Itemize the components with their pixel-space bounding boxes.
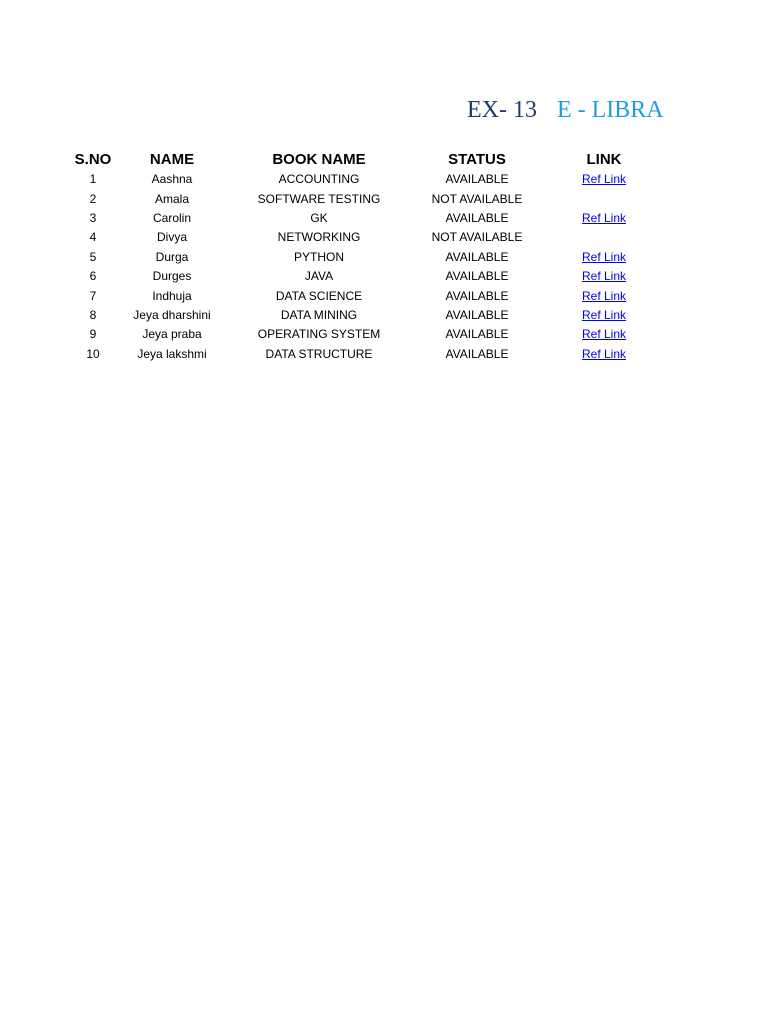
book-name-cell: DATA STRUCTURE (265, 346, 373, 361)
status-cell: AVAILABLE (445, 288, 509, 303)
name-cell: Carolin (152, 210, 191, 225)
page-title (467, 94, 664, 126)
name-cell: Amala (154, 191, 189, 206)
column-header-link: LINK (586, 151, 622, 168)
name-cell: Jeya dharshini (133, 307, 211, 322)
book-name-cell: DATA SCIENCE (275, 288, 363, 303)
ref-link[interactable]: Ref Link (581, 307, 627, 322)
status-cell: AVAILABLE (445, 172, 509, 187)
link-cell (529, 286, 679, 305)
app-name: E - LIBRA (556, 97, 664, 123)
table-row (55, 189, 679, 208)
book-name-cell: GK (310, 210, 328, 225)
sno-cell: 3 (89, 210, 97, 225)
status-cell: NOT AVAILABLE (431, 191, 523, 206)
status-cell: AVAILABLE (445, 210, 509, 225)
sno-cell: 8 (89, 307, 97, 322)
status-cell: NOT AVAILABLE (431, 230, 523, 245)
status-cell: AVAILABLE (445, 307, 509, 322)
sno-cell: 7 (89, 288, 97, 303)
book-name-cell: PYTHON (293, 249, 344, 264)
name-cell: Durges (152, 269, 192, 284)
book-name-cell: JAVA (304, 269, 334, 284)
library-table (55, 150, 679, 364)
sno-cell: 9 (89, 327, 97, 342)
column-header-sno: S.NO (74, 151, 112, 168)
table-row (55, 306, 679, 325)
link-cell (529, 267, 679, 286)
table-row (55, 228, 679, 247)
sno-cell: 1 (89, 172, 97, 187)
ref-link[interactable]: Ref Link (581, 210, 627, 225)
name-cell: Jeya lakshmi (137, 346, 207, 361)
ref-link[interactable]: Ref Link (581, 269, 627, 284)
ref-link[interactable]: Ref Link (581, 172, 627, 187)
ref-link[interactable]: Ref Link (581, 346, 627, 361)
table-header-row (55, 150, 679, 170)
name-cell: Jeya praba (142, 327, 202, 342)
status-cell: AVAILABLE (445, 249, 509, 264)
link-cell (529, 170, 679, 189)
status-cell: AVAILABLE (445, 327, 509, 342)
column-header-status: STATUS (448, 151, 506, 168)
ref-link[interactable]: Ref Link (581, 249, 627, 264)
table-row (55, 286, 679, 305)
sno-cell: 2 (89, 191, 97, 206)
name-cell: Divya (156, 230, 187, 245)
sno-cell: 5 (89, 249, 97, 264)
book-name-cell: OPERATING SYSTEM (257, 327, 381, 342)
table-row (55, 170, 679, 189)
column-header-book-name: BOOK NAME (272, 151, 366, 168)
table-row (55, 267, 679, 286)
book-name-cell: ACCOUNTING (278, 172, 360, 187)
link-cell (529, 306, 679, 325)
table-row (55, 345, 679, 364)
sno-cell: 10 (86, 346, 100, 361)
book-name-cell: DATA MINING (280, 307, 358, 322)
sno-cell: 4 (89, 230, 97, 245)
status-cell: AVAILABLE (445, 346, 509, 361)
table-row (55, 248, 679, 267)
book-name-cell: SOFTWARE TESTING (257, 191, 381, 206)
link-cell (529, 228, 679, 247)
link-cell (529, 189, 679, 208)
table-row (55, 325, 679, 344)
book-name-cell: NETWORKING (277, 230, 361, 245)
ref-link[interactable]: Ref Link (581, 327, 627, 342)
name-cell: Indhuja (152, 288, 192, 303)
ref-link[interactable]: Ref Link (581, 288, 627, 303)
link-cell (529, 325, 679, 344)
link-cell (529, 209, 679, 228)
name-cell: Aashna (151, 172, 193, 187)
status-cell: AVAILABLE (445, 269, 509, 284)
exercise-number: EX- 13 (467, 97, 537, 123)
link-cell (529, 345, 679, 364)
column-header-name: NAME (149, 151, 195, 168)
sno-cell: 6 (89, 269, 97, 284)
link-cell (529, 248, 679, 267)
name-cell: Durga (155, 249, 189, 264)
table-row (55, 209, 679, 228)
